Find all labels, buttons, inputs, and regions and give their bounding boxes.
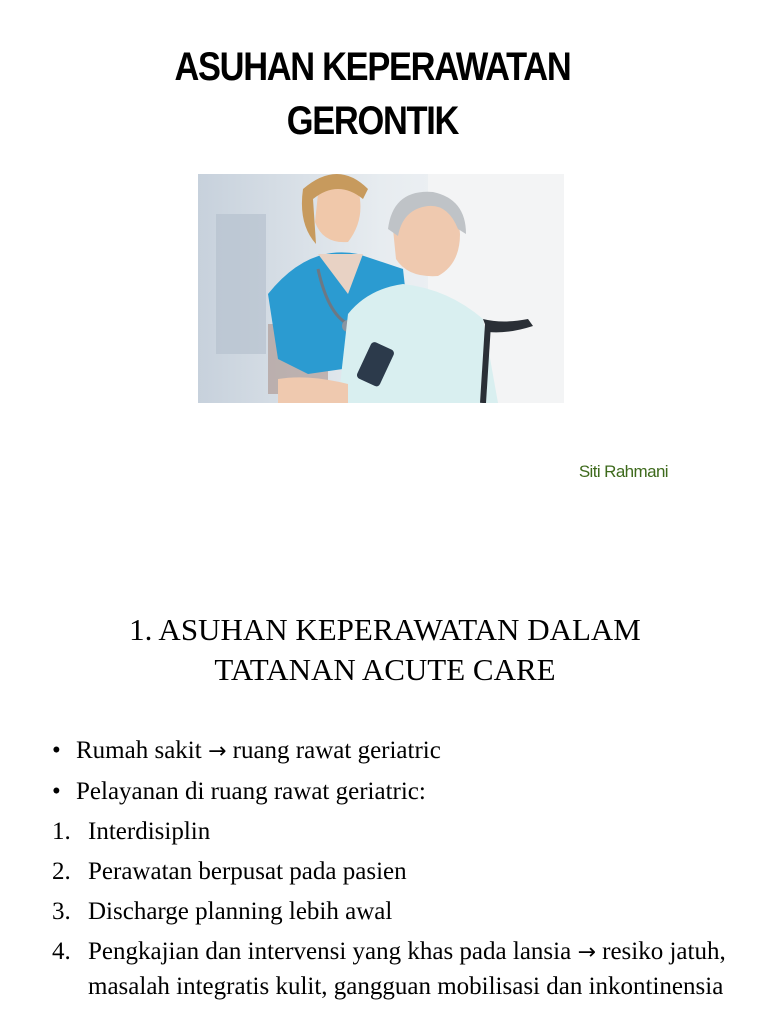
bullet-marker: • (52, 737, 61, 764)
number-marker: 3. (52, 898, 71, 925)
numbered-text: Discharge planning lebih awal (88, 898, 393, 925)
numbered-text-before: Pengkajian dan intervensi yang khas pada lansia (88, 938, 572, 965)
bullet-item (52, 734, 742, 769)
numbered-item (52, 895, 742, 929)
slide-title-line: GERONTIK (286, 99, 459, 143)
bullet-text-after: ruang rawat geriatric (232, 737, 441, 764)
numbered-item (52, 815, 742, 849)
slide-content (52, 734, 742, 1010)
number-marker: 1. (52, 818, 71, 845)
numbered-item (52, 855, 742, 889)
numbered-text-after: resiko jatuh, masalah integratis kulit, gangguan mobilisasi dan inkontinensia (88, 938, 726, 1000)
slide-title (52, 40, 693, 148)
nurse-patient-photo (198, 174, 564, 403)
bullet-marker: • (52, 778, 61, 805)
bullet-text: Pelayanan di ruang rawat geriatric: (76, 778, 426, 805)
right-arrow-icon: → (577, 940, 596, 965)
section-title (60, 610, 710, 690)
number-marker: 4. (52, 938, 71, 965)
slide-title-line: ASUHAN KEPERAWATAN (174, 45, 571, 89)
bullet-text-before: Rumah sakit (76, 737, 202, 764)
numbered-text: Perawatan berpusat pada pasien (88, 858, 407, 885)
numbered-item (52, 935, 742, 1004)
numbered-text: Interdisiplin (88, 818, 211, 845)
author-name: Siti Rahmani (578, 462, 668, 481)
section-title-line: 1. ASUHAN KEPERAWATAN DALAM (129, 612, 641, 647)
bullet-text (76, 734, 742, 769)
numbered-text (88, 935, 742, 1004)
bullet-item (52, 775, 742, 809)
section-title-line: TATANAN ACUTE CARE (214, 652, 556, 687)
right-arrow-icon: → (207, 739, 227, 764)
number-marker: 2. (52, 858, 71, 885)
